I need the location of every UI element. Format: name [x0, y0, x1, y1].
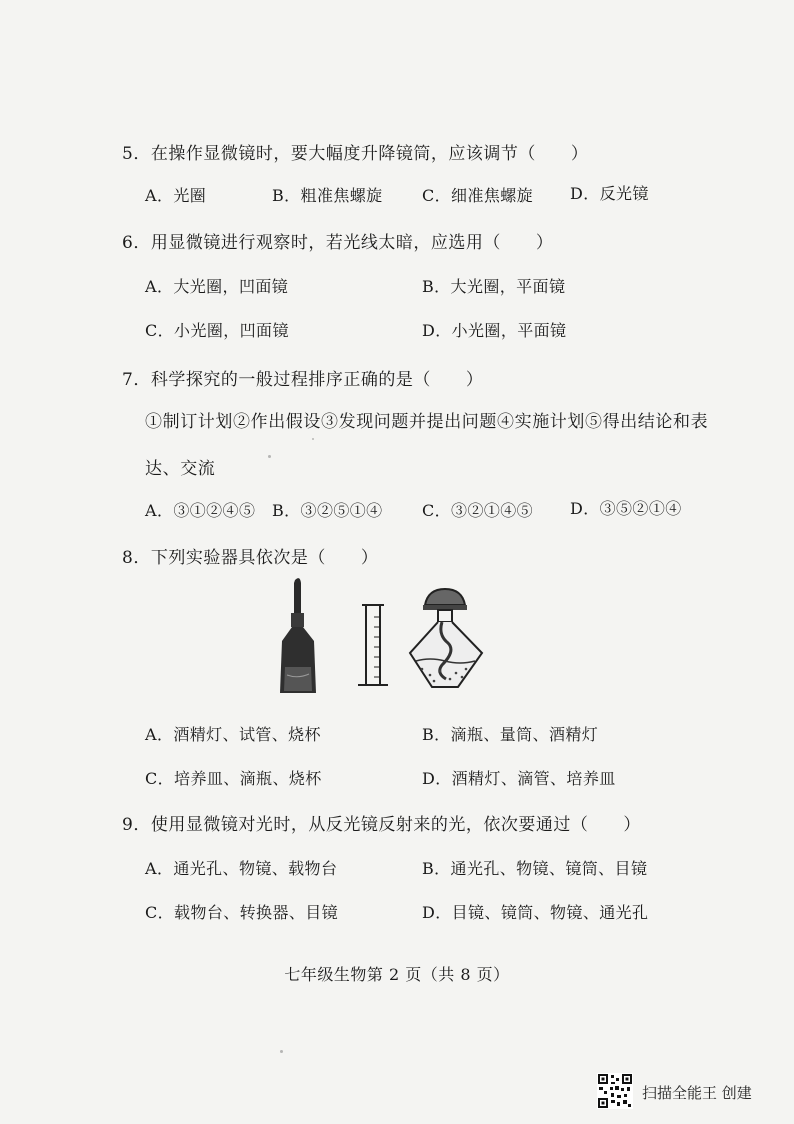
q5-option-c: C．细准焦螺旋: [422, 186, 534, 205]
measuring-cylinder-icon: [358, 605, 388, 685]
scan-speck: [312, 438, 314, 440]
q8-option-c: C．培养皿、滴瓶、烧杯: [145, 769, 322, 788]
q8-option-a: A．酒精灯、试管、烧杯: [145, 725, 321, 744]
q5-option-b: B．粗准焦螺旋: [272, 186, 383, 205]
q5-option-d: D．反光镜: [570, 184, 649, 203]
question-6-stem: 6．用显微镜进行观察时，若光线太暗，应选用（ ）: [122, 233, 554, 253]
q6-option-a: A．大光圈，凹面镜: [145, 277, 289, 296]
dropper-bottle-icon: [280, 578, 316, 693]
q9-option-d: D．目镜、镜筒、物镜、通光孔: [422, 903, 649, 922]
page-footer: 七年级生物第 2 页（共 8 页）: [284, 965, 510, 984]
q8-option-d: D．酒精灯、滴管、培养皿: [422, 769, 616, 788]
q7-option-c: C．③②①④⑤: [422, 501, 534, 520]
q9-option-b: B．通光孔、物镜、镜筒、目镜: [422, 859, 648, 878]
q9-option-c: C．载物台、转换器、目镜: [145, 903, 339, 922]
scanner-watermark: 扫描全能王 创建: [642, 1084, 752, 1102]
q7-option-b: B．③②⑤①④: [272, 501, 383, 520]
q7-statement-line-2: 达、交流: [145, 459, 216, 479]
question-8-stem: 8．下列实验器具依次是（ ）: [122, 548, 379, 568]
q7-statement-line-1: ①制订计划②作出假设③发现问题并提出问题④实施计划⑤得出结论和表: [145, 412, 709, 432]
lab-apparatus-figure: [270, 575, 500, 700]
q7-option-d: D．③⑤②①④: [570, 499, 682, 518]
question-9-stem: 9．使用显微镜对光时，从反光镜反射来的光，依次要通过（ ）: [122, 815, 641, 835]
q8-option-b: B．滴瓶、量筒、酒精灯: [422, 725, 599, 744]
q6-option-d: D．小光圈，平面镜: [422, 321, 567, 340]
scan-speck: [280, 1050, 283, 1053]
question-5-stem: 5．在操作显微镜时，要大幅度升降镜筒，应该调节（ ）: [122, 144, 589, 164]
q6-option-c: C．小光圈，凹面镜: [145, 321, 289, 340]
q5-option-a: A．光圈: [145, 186, 207, 205]
scan-speck: [268, 455, 271, 458]
q6-option-b: B．大光圈，平面镜: [422, 277, 566, 296]
alcohol-lamp-icon: [410, 589, 482, 687]
qr-code-icon: [597, 1073, 633, 1109]
q9-option-a: A．通光孔、物镜、载物台: [145, 859, 338, 878]
question-7-stem: 7．科学探究的一般过程排序正确的是（ ）: [122, 370, 484, 390]
q7-option-a: A．③①②④⑤: [145, 501, 256, 520]
